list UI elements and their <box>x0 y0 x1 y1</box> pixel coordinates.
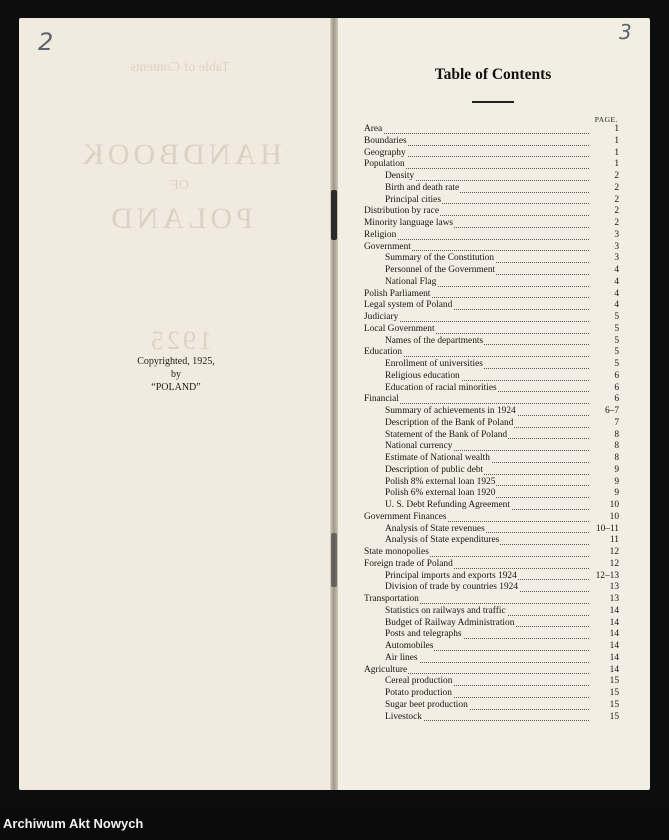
toc-entry <box>364 277 619 289</box>
toc-entry-label: National Flag <box>385 276 437 287</box>
toc-entry-label: Potato production <box>385 688 452 698</box>
toc-entry-page: 4 <box>589 265 619 277</box>
toc-entry-page: 9 <box>589 465 619 477</box>
toc-entry-page: 7 <box>589 418 619 430</box>
toc-entry-page: 9 <box>589 488 619 500</box>
toc-entry-page: 4 <box>589 289 619 301</box>
toc-entry-label: Boundaries <box>364 135 407 146</box>
archive-name: Archiwum Akt Nowych <box>3 816 144 831</box>
toc-entry-page: 5 <box>589 336 619 348</box>
toc-entry <box>364 641 619 653</box>
toc-entry <box>364 547 619 559</box>
toc-entry-label: Polish 8% external loan 1925 <box>385 476 496 487</box>
toc-entry <box>364 418 619 430</box>
toc-entry <box>364 324 619 336</box>
toc-entry-label: Description of public debt <box>385 464 484 475</box>
toc-list <box>364 124 619 723</box>
toc-entry-label: Analysis of State expenditures <box>385 535 500 546</box>
toc-entry-label: Enrollment of universities <box>385 359 483 369</box>
toc-entry <box>364 453 619 465</box>
toc-entry <box>364 136 619 148</box>
toc-entry <box>364 347 619 359</box>
toc-entry <box>364 488 619 500</box>
toc-entry-page: 11 <box>589 535 619 547</box>
toc-entry-page: 15 <box>589 688 619 700</box>
toc-entry-page: 14 <box>589 665 619 677</box>
toc-entry <box>364 394 619 406</box>
leader-dots <box>364 239 589 240</box>
toc-entry-page: 2 <box>589 206 619 218</box>
toc-entry-label: Education <box>364 347 403 358</box>
toc-entry-label: Description of the Bank of Poland <box>385 417 514 428</box>
toc-entry <box>364 594 619 606</box>
toc-entry-page: 8 <box>589 441 619 453</box>
toc-entry-label: State monopolies <box>364 547 429 557</box>
toc-entry <box>364 371 619 383</box>
toc-entry <box>364 218 619 230</box>
toc-entry-label: Air lines <box>385 652 418 663</box>
toc-entry-label: Automobiles <box>385 641 434 651</box>
toc-entry <box>364 171 619 183</box>
toc-entry-label: Judiciary <box>364 312 399 322</box>
page-column-label: PAGE. <box>594 115 618 124</box>
toc-entry <box>364 242 619 254</box>
toc-entry-label: Minority language laws <box>364 218 454 228</box>
toc-entry <box>364 629 619 641</box>
toc-entry-label: Foreign trade of Poland <box>364 558 453 569</box>
toc-entry-label: Religion <box>364 229 397 240</box>
toc-entry-page: 8 <box>589 430 619 442</box>
toc-entry <box>364 430 619 442</box>
toc-entry-page: 9 <box>589 477 619 489</box>
toc-entry-label: Sugar beet production <box>385 699 468 710</box>
toc-entry <box>364 124 619 136</box>
toc-entry <box>364 535 619 547</box>
toc-entry-label: Religious education <box>385 370 460 381</box>
leader-dots <box>385 180 589 181</box>
toc-entry-page: 5 <box>589 324 619 336</box>
toc-entry <box>364 688 619 700</box>
toc-entry-label: Principal cities <box>385 194 441 205</box>
toc-entry-label: Geography <box>364 147 406 158</box>
toc-entry-label: Summary of achievements in 1924 <box>385 406 516 416</box>
toc-entry-label: Financial <box>364 394 399 405</box>
toc-entry-label: Polish 6% external loan 1920 <box>385 488 496 499</box>
toc-entry-label: Area <box>364 124 383 134</box>
toc-entry <box>364 700 619 712</box>
toc-entry-label: Summary of the Constitution <box>385 253 495 264</box>
toc-entry-label: Density <box>385 171 415 181</box>
toc-entry-page: 13 <box>589 582 619 594</box>
toc-entry-page: 15 <box>589 712 619 724</box>
toc-entry-label: Principal imports and exports 1924 <box>385 570 517 581</box>
toc-entry-page: 2 <box>589 171 619 183</box>
toc-entry <box>364 653 619 665</box>
toc-entry <box>364 148 619 160</box>
toc-entry-label: Posts and telegraphs <box>385 629 462 640</box>
staple-bottom <box>331 533 337 587</box>
toc-entry-label: Analysis of State revenues <box>385 523 485 534</box>
toc-entry-label: Local Government <box>364 323 435 334</box>
toc-entry-label: Birth and death rate <box>385 182 460 193</box>
toc-entry <box>364 500 619 512</box>
toc-entry <box>364 606 619 618</box>
toc-entry <box>364 712 619 724</box>
toc-entry-page: 3 <box>589 253 619 265</box>
toc-entry-label: Population <box>364 159 405 170</box>
toc-entry-page: 13 <box>589 594 619 606</box>
toc-entry <box>364 312 619 324</box>
toc-entry-page: 6 <box>589 394 619 406</box>
toc-entry <box>364 336 619 348</box>
toc-entry <box>364 676 619 688</box>
staple-top <box>331 190 337 240</box>
toc-entry-page: 10 <box>589 512 619 524</box>
toc-title: Table of Contents <box>434 66 552 83</box>
toc-entry-label: Names of the departments <box>385 335 484 346</box>
toc-entry-page: 14 <box>589 606 619 618</box>
toc-entry <box>364 582 619 594</box>
toc-entry <box>364 195 619 207</box>
toc-entry <box>364 441 619 453</box>
toc-entry-label: Division of trade by countries 1924 <box>385 582 519 593</box>
leader-dots <box>364 133 589 134</box>
toc-entry <box>364 383 619 395</box>
toc-entry-page: 6 <box>589 383 619 395</box>
copyright-line: “POLAND” <box>151 382 201 393</box>
copyright-line: Copyrighted, 1925, <box>137 356 215 367</box>
toc-entry-page: 3 <box>589 230 619 242</box>
toc-entry-page: 10–11 <box>589 524 619 536</box>
toc-entry-page: 15 <box>589 676 619 688</box>
toc-entry-page: 3 <box>589 242 619 254</box>
toc-entry-page: 6–7 <box>589 406 619 418</box>
title-divider <box>472 101 514 103</box>
handwritten-page-number-left: 2 <box>38 28 54 56</box>
toc-entry-page: 10 <box>589 500 619 512</box>
toc-entry-label: Agriculture <box>364 664 408 675</box>
toc-entry-label: Legal system of Poland <box>364 300 453 311</box>
toc-entry <box>364 159 619 171</box>
toc-entry <box>364 465 619 477</box>
toc-entry-page: 12–13 <box>589 571 619 583</box>
copyright-notice <box>19 355 333 394</box>
toc-entry-label: Personnel of the Government <box>385 265 496 275</box>
toc-entry-page: 14 <box>589 641 619 653</box>
toc-entry-page: 12 <box>589 559 619 571</box>
toc-entry-label: Polish Parliament <box>364 288 431 299</box>
toc-entry-page: 1 <box>589 148 619 160</box>
toc-entry <box>364 265 619 277</box>
toc-entry <box>364 524 619 536</box>
toc-entry <box>364 477 619 489</box>
toc-entry-page: 14 <box>589 629 619 641</box>
toc-entry-label: National currency <box>385 441 453 452</box>
toc-entry-label: Estimate of National wealth <box>385 453 490 463</box>
bleed-through-text: Table of Contents HANDBOOK OF POLAND 1925 <box>78 60 282 355</box>
toc-entry <box>364 289 619 301</box>
toc-entry-page: 15 <box>589 700 619 712</box>
toc-entry-page: 5 <box>589 312 619 324</box>
toc-entry-label: Transportation <box>364 594 419 604</box>
toc-entry-label: Livestock <box>385 711 422 722</box>
toc-entry <box>364 571 619 583</box>
toc-entry-page: 14 <box>589 618 619 630</box>
book-gutter <box>330 18 338 790</box>
toc-entry <box>364 183 619 195</box>
handwritten-page-number-right: 3 <box>619 20 632 44</box>
toc-entry-label: Cereal production <box>385 676 453 687</box>
toc-entry-label: Distribution by race <box>364 206 439 217</box>
toc-entry-page: 5 <box>589 359 619 371</box>
toc-entry-page: 4 <box>589 300 619 312</box>
toc-entry <box>364 618 619 630</box>
toc-entry-label: U. S. Debt Refunding Agreement <box>385 500 510 510</box>
toc-entry-page: 1 <box>589 159 619 171</box>
toc-entry-page: 1 <box>589 136 619 148</box>
toc-entry-page: 2 <box>589 183 619 195</box>
toc-entry <box>364 206 619 218</box>
toc-entry-page: 2 <box>589 195 619 207</box>
toc-entry <box>364 665 619 677</box>
toc-entry-page: 6 <box>589 371 619 383</box>
toc-entry-page: 8 <box>589 453 619 465</box>
toc-entry-page: 4 <box>589 277 619 289</box>
toc-entry <box>364 359 619 371</box>
toc-entry <box>364 253 619 265</box>
toc-entry <box>364 406 619 418</box>
toc-entry <box>364 300 619 312</box>
toc-entry-label: Education of racial minorities <box>385 382 497 393</box>
toc-entry-page: 1 <box>589 124 619 136</box>
toc-entry-label: Statement of the Bank of Poland <box>385 429 508 440</box>
toc-entry <box>364 230 619 242</box>
toc-entry <box>364 512 619 524</box>
toc-entry-page: 5 <box>589 347 619 359</box>
toc-entry-label: Government Finances <box>364 511 447 522</box>
toc-entry-page: 12 <box>589 547 619 559</box>
toc-entry-label: Government <box>364 241 411 252</box>
toc-entry-page: 14 <box>589 653 619 665</box>
toc-entry <box>364 559 619 571</box>
toc-entry-label: Statistics on railways and traffic <box>385 605 506 616</box>
toc-entry-page: 2 <box>589 218 619 230</box>
toc-entry-label: Budget of Railway Administration <box>385 617 515 628</box>
copyright-line: by <box>171 369 181 380</box>
